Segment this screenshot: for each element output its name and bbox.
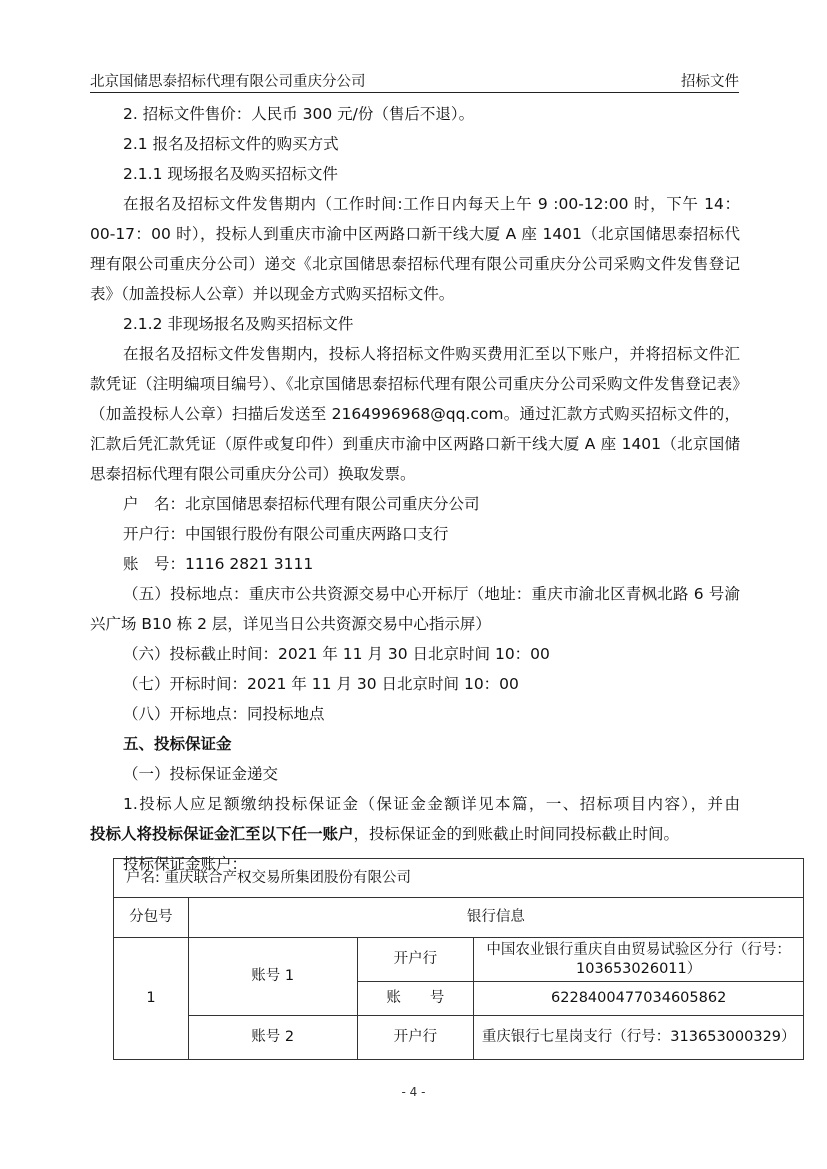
- document-body: [90, 99, 740, 879]
- deposit-bold-text: 投标人将投标保证金汇至以下任一账户: [90, 825, 354, 843]
- header-doc-type: 招标文件: [681, 74, 739, 90]
- page-number: - 4 -: [401, 1085, 426, 1099]
- opening-time: （七）开标时间：2021 年 11 月 30 日北京时间 10：00: [123, 675, 519, 693]
- header-company: 北京国储思泰招标代理有限公司重庆分公司: [90, 74, 366, 90]
- deposit-account-table: [113, 858, 804, 1060]
- deposit-paragraph-line1: 1.投标人应足额缴纳投标保证金（保证金金额详见本篇，一、招标项目内容），并由: [123, 795, 740, 813]
- col-package-header: 分包号: [114, 898, 189, 938]
- account1-no-value-cell: 6228400477034605862: [474, 982, 804, 1016]
- table-row: [114, 859, 804, 898]
- bank2-value-cell: 重庆银行七星岗支行（行号：313653000329）: [474, 1016, 804, 1060]
- deposit-submission: （一）投标保证金递交: [123, 765, 279, 783]
- account-bank: 开户行：中国银行股份有限公司重庆两路口支行: [123, 525, 449, 543]
- account1-no-label-cell: 账 号: [357, 982, 474, 1016]
- account2-label-cell: 账号 2: [188, 1016, 357, 1060]
- account-holder: 户 名：北京国储思泰招标代理有限公司重庆分公司: [123, 495, 480, 513]
- bank1-label-cell: 开户行: [357, 938, 474, 982]
- col-bank-info-header: 银行信息: [188, 898, 803, 938]
- account1-label-cell: 账号 1: [188, 938, 357, 1016]
- paragraph-onsite: 在报名及招标文件发售期内（工作时间:工作日内每天上午 9 :00-12:00 时，下午 14：00-17：00 时），投标人到重庆市渝中区两路口新干线大厦 A 座 1401（北京国储思泰招标代理有限公司重庆分公司）递交《北京国储思泰招标代理有限公司重庆分公司采购文件发售登记表》（加盖投标人公章）并以现金方式购买招标文件。: [90, 195, 740, 303]
- bid-location: （五）投标地点：重庆市公共资源交易中心开标厅（地址：重庆市渝北区青枫北路 6 号渝兴广场 B10 栋 2 层，详见当日公共资源交易中心指示屏）: [90, 585, 740, 633]
- package-number-cell: 1: [114, 938, 189, 1060]
- paragraph-price: 2. 招标文件售价：人民币 300 元/份（售后不退）。: [123, 105, 475, 123]
- paragraph-offsite: 在报名及招标文件发售期内，投标人将招标文件购买费用汇至以下账户，并将招标文件汇款凭证（注明编项目编号）、《北京国储思泰招标代理有限公司重庆分公司采购文件发售登记表》（加盖投标人公章）扫描后发送至 2164996968@qq.com。通过汇款方式购买招标文件的，汇款后凭汇款凭证（原件或复印件）到重庆市渝中区两路口新干线大厦 A 座 1401（北京国储思泰招标代理有限公司重庆分公司）换取发票。: [90, 345, 740, 483]
- bank2-label-cell: 开户行: [357, 1016, 474, 1060]
- table-row: [114, 898, 804, 938]
- opening-location: （八）开标地点：同投标地点: [123, 705, 325, 723]
- page-header: [90, 70, 739, 93]
- table-row: [114, 938, 804, 982]
- heading-2-1: 2.1 报名及招标文件的购买方式: [123, 135, 339, 153]
- bank1-value-cell: 中国农业银行重庆自由贸易试验区分行（行号：103653026011）: [474, 938, 804, 982]
- section-5-title: 五、投标保证金: [123, 735, 232, 753]
- account-name-cell: 户名: 重庆联合产权交易所集团股份有限公司: [114, 859, 804, 898]
- bid-deadline: （六）投标截止时间：2021 年 11 月 30 日北京时间 10：00: [123, 645, 550, 663]
- deposit-rest-text: ，投标保证金的到账截止时间同投标截止时间。: [353, 825, 680, 843]
- heading-2-1-1: 2.1.1 现场报名及购买招标文件: [123, 165, 338, 183]
- deposit-paragraph-line2: [90, 819, 740, 849]
- table-row: [114, 1016, 804, 1060]
- deposit-account-label: 投标保证金账户：: [123, 855, 248, 873]
- account-number: 账 号：1116 2821 3111: [123, 555, 314, 573]
- heading-2-1-2: 2.1.2 非现场报名及购买招标文件: [123, 315, 354, 333]
